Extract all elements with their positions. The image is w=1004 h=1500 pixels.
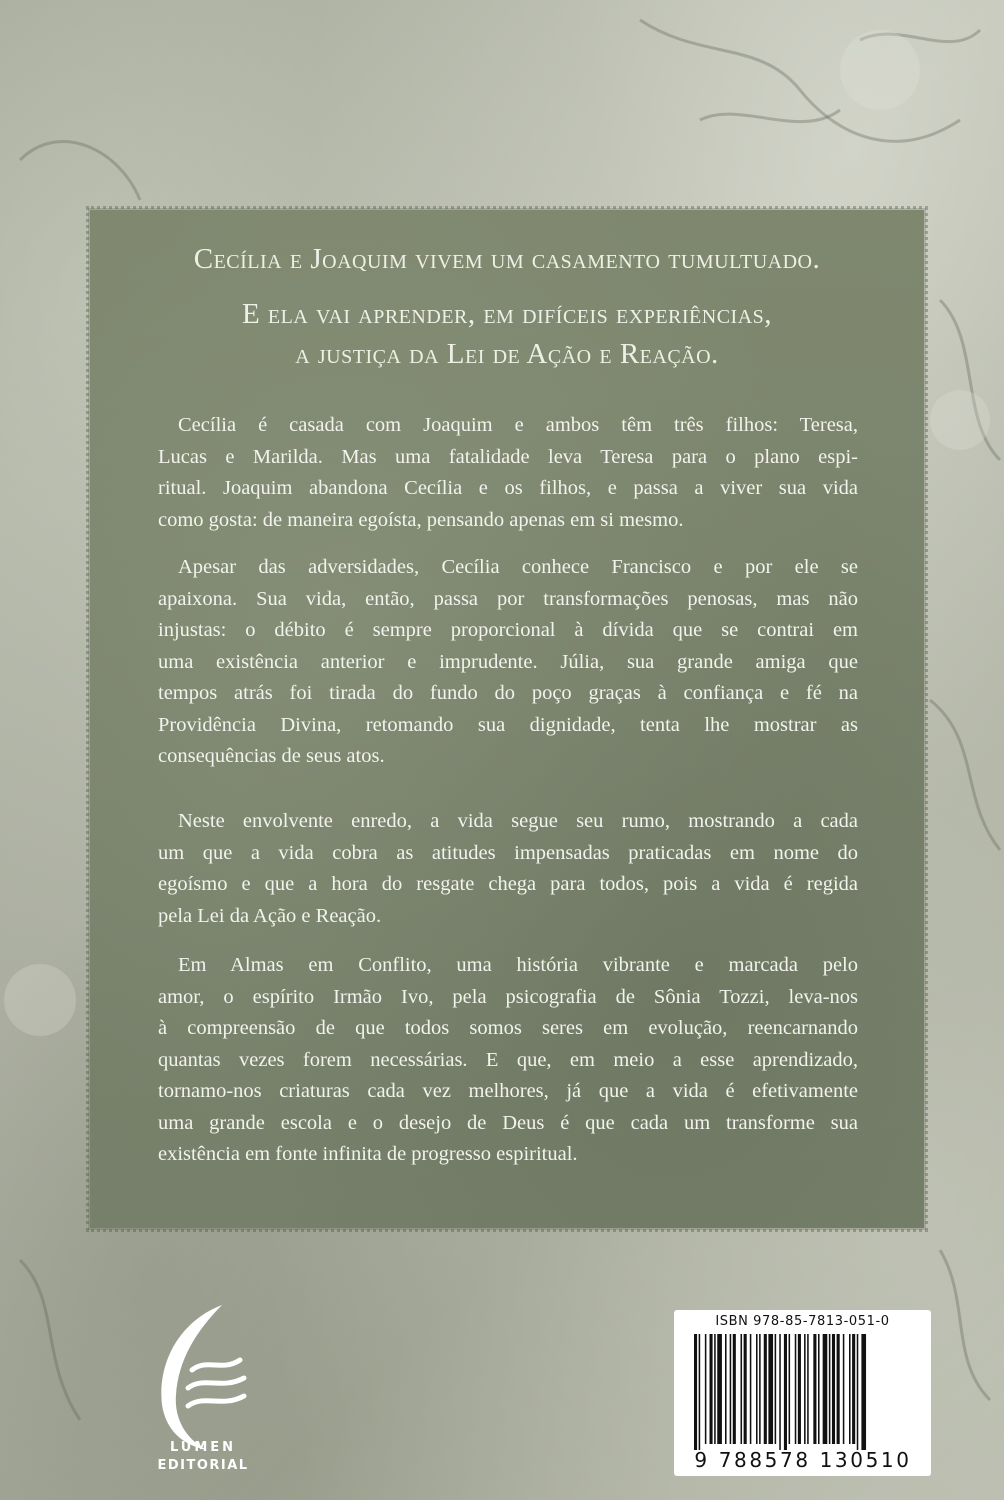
barcode-bar [849,1334,851,1444]
paragraph-line: egoísmo e que a hora do resgate chega para todos, pois a vida é regida [158,873,858,895]
barcode-bar [694,1334,697,1450]
barcode-bar [775,1334,777,1444]
barcode-bar [832,1334,835,1444]
barcode-bar [861,1334,866,1450]
barcode-bar [804,1334,806,1444]
barcode-bar [852,1334,855,1444]
paragraph-line: uma grande escola e o desejo de Deus é que cada um transforme sua [158,1111,858,1134]
barcode-bar [789,1334,791,1444]
barcode-bar [717,1334,722,1444]
paragraph-line: ritual. Joaquim abandona Cecília e os filhos, e passa a viver sua vida [158,477,858,499]
barcode-bar [823,1334,828,1444]
paragraph-line: amor, o espírito Irmão Ivo, pela psicografia de Sônia Tozzi, leva-nos [158,985,858,1008]
paragraph-line: um que a vida cobra as atitudes impensadas praticadas em nome do [158,841,858,864]
barcode-bar [705,1334,707,1444]
barcode-bar [733,1334,736,1444]
heading-line-1: Cecília e Joaquim vivem um casamento tumultuado. [193,243,821,275]
barcode-bar [741,1334,743,1444]
paragraph-line: apaixona. Sua vida, então, passa por transformações penosas, mas não [158,587,858,610]
isbn-label: ISBN 978-85-7813-051-0 [715,1314,890,1329]
barcode-digits: 9 788578 130510 [694,1448,912,1472]
paragraph-line: quantas vezes forem necessárias. E que, em meio a esse aprendizado, [158,1048,858,1071]
barcode-bar [784,1334,787,1450]
barcode-bar [807,1334,809,1444]
barcode-bar [818,1334,820,1444]
barcode-bar [759,1334,761,1444]
barcode-bar [857,1334,859,1450]
publisher-logo-top: LÚMEN [169,1440,237,1455]
barcode-bar [756,1334,758,1444]
barcode-bar [699,1334,701,1450]
paragraph-1 [158,410,858,536]
barcode-bar [779,1334,781,1450]
paragraph-line: Lucas e Marilda. Mas uma fatalidade leva Teresa para o plano espi- [158,445,858,468]
paragraph-line: pela Lei da Ação e Reação. [158,904,382,927]
paragraph-line: Neste envolvente enredo, a vida segue seu rumo, mostrando a cada [178,810,858,832]
barcode-bar [837,1334,840,1444]
paragraph-line: injustas: o débito é sempre proporcional à dívida que se contrai em [158,619,858,641]
barcode-bar [813,1334,816,1444]
paragraph-line: à compreensão de que todos somos seres em evolução, reencarnando [158,1017,858,1039]
paragraph-line: existência em fonte infinita de progresso espiritual. [158,1143,578,1165]
paragraph-line: Cecília é casada com Joaquim e ambos têm três filhos: Teresa, [178,414,858,436]
paragraph-2 [158,552,858,773]
paragraph-line: como gosta: de maneira egoísta, pensando apenas em si mesmo. [158,508,684,531]
barcode-bar [829,1334,831,1444]
barcode-bar [795,1334,797,1444]
paragraph-line: Providência Divina, retomando sua dignidade, tenta lhe mostrar as [158,713,858,736]
heading-line-3: a justiça da Lei de Ação e Reação. [295,338,719,370]
paragraph-4 [158,950,858,1171]
paragraph-line: tornamo-nos criaturas cada vez melhores, já que a vida é efetivamente [158,1080,858,1102]
barcode-bar [768,1334,773,1444]
paragraph-line: consequências de seus atos. [158,745,385,767]
barcode-bar [764,1334,767,1444]
barcode-bar [843,1334,845,1444]
barcode-bar [714,1334,716,1444]
barcode-bar [710,1334,713,1444]
paragraph-line: Em Almas em Conflito, uma história vibrante e marcada pelo [178,954,858,976]
paragraph-line: Apesar das adversidades, Cecília conhece Francisco e por ele se [178,556,858,578]
barcode-bar [744,1334,747,1444]
paragraph-3 [158,806,858,932]
paragraph-line: tempos atrás foi tirada do fundo do poço graças à confiança e fé na [158,682,858,704]
barcode-bar [725,1334,727,1444]
publisher-logo-bottom: EDITORIAL [157,1458,249,1473]
paragraph-line: uma existência anterior e imprudente. Júlia, sua grande amiga que [158,650,858,673]
barcode-bar [730,1334,732,1444]
heading-line-2: E ela vai aprender, em difíceis experiências, [241,298,773,330]
barcode-box [674,1310,931,1476]
barcode-bar [750,1334,752,1444]
barcode-bar [798,1334,801,1444]
